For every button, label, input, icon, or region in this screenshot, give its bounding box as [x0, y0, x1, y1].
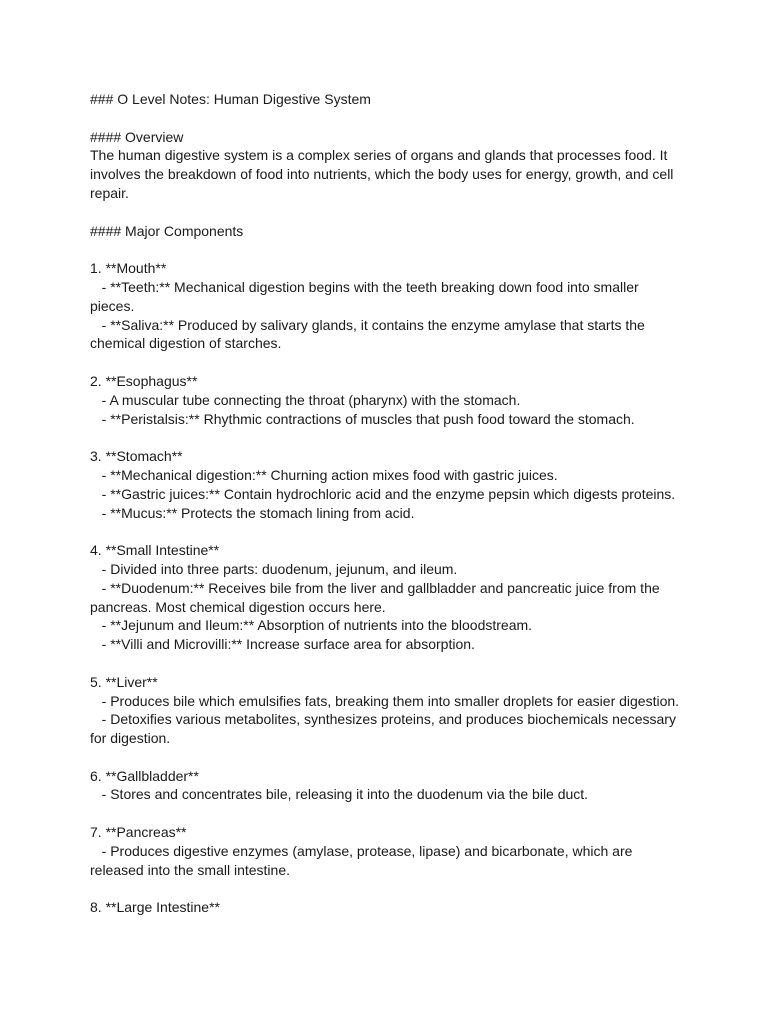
section-small-intestine	[90, 541, 680, 654]
list-item: - **Peristalsis:** Rhythmic contractions of muscles that push food toward the stomach.	[90, 410, 635, 427]
list-item: - A muscular tube connecting the throat (pharynx) with the stomach.	[90, 391, 521, 408]
list-item: - **Mucus:** Protects the stomach lining from acid.	[90, 504, 415, 521]
list-item: - **Saliva:** Produced by salivary glands, it contains the enzyme amylase that starts the chemical digestion of starches.	[90, 316, 649, 352]
section-heading: 3. **Stomach**	[90, 448, 183, 465]
spacer	[90, 109, 680, 128]
list-item: - Produces bile which emulsifies fats, breaking them into smaller droplets for easier digestion.	[90, 692, 680, 709]
section-liver	[90, 673, 680, 748]
section-heading: 2. **Esophagus**	[90, 372, 198, 389]
section-mouth	[90, 259, 680, 353]
section-large-intestine	[90, 898, 680, 917]
spacer	[90, 428, 680, 447]
document-page	[90, 90, 680, 917]
section-heading: 4. **Small Intestine**	[90, 542, 220, 559]
spacer	[90, 522, 680, 541]
section-heading: 8. **Large Intestine**	[90, 899, 220, 916]
spacer	[90, 353, 680, 372]
list-item: - **Mechanical digestion:** Churning action mixes food with gastric juices.	[90, 466, 558, 483]
list-item: - **Duodenum:** Receives bile from the liver and gallbladder and pancreatic juice from the pancreas. Most chemical digestion occurs here.	[90, 579, 664, 615]
spacer	[90, 240, 680, 259]
list-item: - **Villi and Microvilli:** Increase surface area for absorption.	[90, 636, 475, 653]
list-item: - Detoxifies various metabolites, synthesizes proteins, and produces biochemicals necessary for digestion.	[90, 711, 680, 747]
list-item: - Stores and concentrates bile, releasing it into the duodenum via the bile duct.	[90, 786, 589, 803]
document-title: ### O Level Notes: Human Digestive System	[90, 91, 371, 107]
section-esophagus	[90, 372, 680, 428]
list-item: - Produces digestive enzymes (amylase, protease, lipase) and bicarbonate, which are released into the small intestine.	[90, 842, 637, 878]
spacer	[90, 203, 680, 222]
components-heading: #### Major Components	[90, 222, 244, 239]
list-item: - **Gastric juices:** Contain hydrochloric acid and the enzyme pepsin which digests proteins.	[90, 485, 676, 502]
section-gallbladder	[90, 767, 680, 805]
spacer	[90, 879, 680, 898]
spacer	[90, 804, 680, 823]
section-stomach	[90, 447, 680, 522]
section-pancreas	[90, 823, 680, 879]
spacer	[90, 748, 680, 767]
section-heading: 6. **Gallbladder**	[90, 767, 199, 784]
list-item: - Divided into three parts: duodenum, jejunum, and ileum.	[90, 560, 458, 577]
section-heading: 7. **Pancreas**	[90, 824, 187, 841]
list-item: - **Jejunum and Ileum:** Absorption of nutrients into the bloodstream.	[90, 617, 533, 634]
section-heading: 5. **Liver**	[90, 673, 158, 690]
list-item: - **Teeth:** Mechanical digestion begins with the teeth breaking down food into smaller pieces.	[90, 278, 643, 314]
spacer	[90, 654, 680, 673]
overview-heading: #### Overview	[90, 128, 184, 145]
section-heading: 1. **Mouth**	[90, 260, 167, 277]
overview-paragraph: The human digestive system is a complex series of organs and glands that processes food. It involves the breakdown of food into nutrients, which the body uses for energy, growth, and cell repair.	[90, 147, 678, 201]
